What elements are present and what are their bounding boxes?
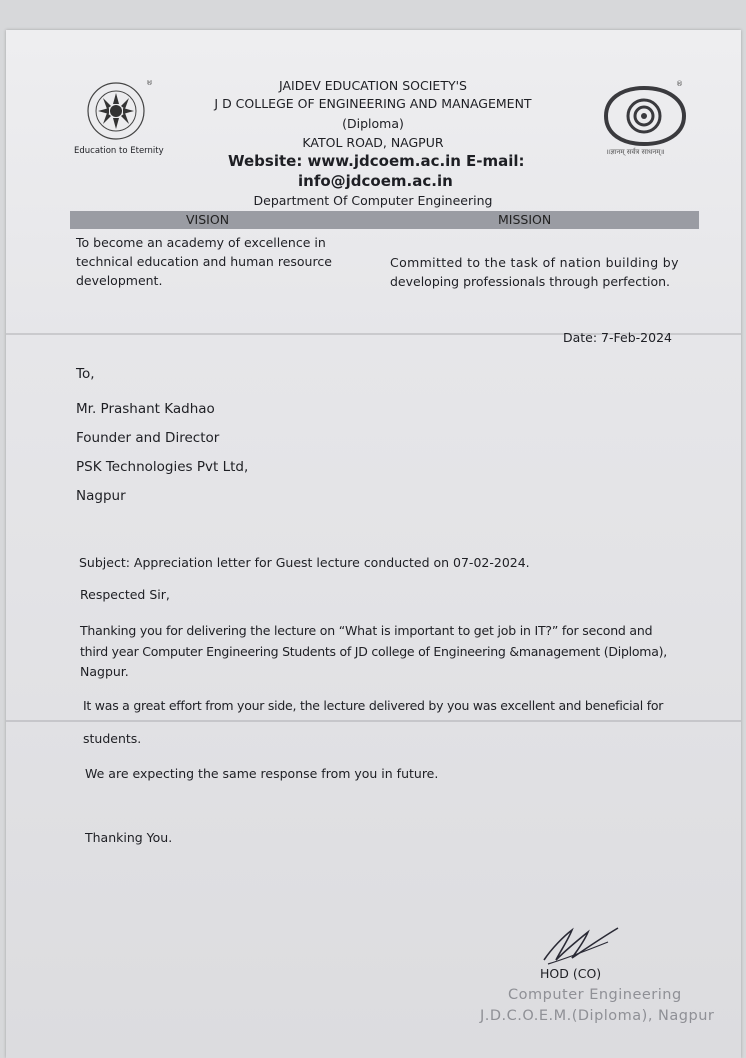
paragraph-1-line-2: third year Computer Engineering Students of JD college of Engineering &management (Diploma), bbox=[80, 644, 667, 659]
vision-mission-band bbox=[70, 211, 699, 229]
paragraph-1-line-3: Nagpur. bbox=[80, 664, 129, 679]
recipient-name: Mr. Prashant Kadhao bbox=[76, 401, 215, 417]
mission-text: Committed to the task of nation building by developing professionals through perfection. bbox=[390, 255, 679, 289]
society-name: JAIDEV EDUCATION SOCIETY'S bbox=[279, 78, 467, 93]
left-tagline: Education to Eternity bbox=[74, 146, 164, 156]
diploma-label: (Diploma) bbox=[342, 116, 404, 131]
recipient-company: PSK Technologies Pvt Ltd, bbox=[76, 459, 249, 475]
recipient-city: Nagpur bbox=[76, 488, 126, 504]
college-address: KATOL ROAD, NAGPUR bbox=[302, 135, 444, 150]
department-name: Department Of Computer Engineering bbox=[253, 193, 493, 208]
svg-text:®: ® bbox=[676, 80, 683, 88]
vision-heading: VISION bbox=[186, 212, 230, 227]
svg-text:®: ® bbox=[146, 80, 153, 87]
college-name: J D COLLEGE OF ENGINEERING AND MANAGEMENT bbox=[214, 96, 532, 111]
stamp-line-2: J.D.C.O.E.M.(Diploma), Nagpur bbox=[480, 1008, 715, 1024]
email-label: E-mail: bbox=[466, 152, 525, 170]
handwritten-signature bbox=[538, 920, 628, 970]
recipient-title: Founder and Director bbox=[76, 430, 220, 446]
website-line: Website: www.jdcoem.ac.in bbox=[228, 152, 461, 170]
email-address: info@jdcoem.ac.in bbox=[298, 172, 453, 190]
paragraph-2-line-1: It was a great effort from your side, the lecture delivered by you was excellent and beneficial for bbox=[83, 698, 664, 713]
letter-salutation: Respected Sir, bbox=[80, 587, 170, 602]
signature-designation: HOD (CO) bbox=[540, 966, 602, 981]
mission-heading: MISSION bbox=[498, 212, 552, 227]
letter-subject: Subject: Appreciation letter for Guest lecture conducted on 07-02-2024. bbox=[79, 555, 530, 570]
paragraph-3: We are expecting the same response from you in future. bbox=[85, 766, 439, 781]
right-tagline: ॥ज्ञानम् सर्वत्र साधनम्॥ bbox=[606, 148, 665, 156]
closing-line: Thanking You. bbox=[85, 830, 173, 845]
vision-text: To become an academy of excellence in technical education and human resource development. bbox=[76, 235, 332, 288]
stamp-line-1: Computer Engineering bbox=[508, 987, 682, 1003]
to-label: To, bbox=[76, 366, 95, 382]
paragraph-2-line-2: students. bbox=[83, 731, 142, 746]
letter-date: Date: 7-Feb-2024 bbox=[563, 330, 672, 345]
paragraph-1-line-1: Thanking you for delivering the lecture on “What is important to get job in IT?” for second and bbox=[80, 623, 653, 638]
